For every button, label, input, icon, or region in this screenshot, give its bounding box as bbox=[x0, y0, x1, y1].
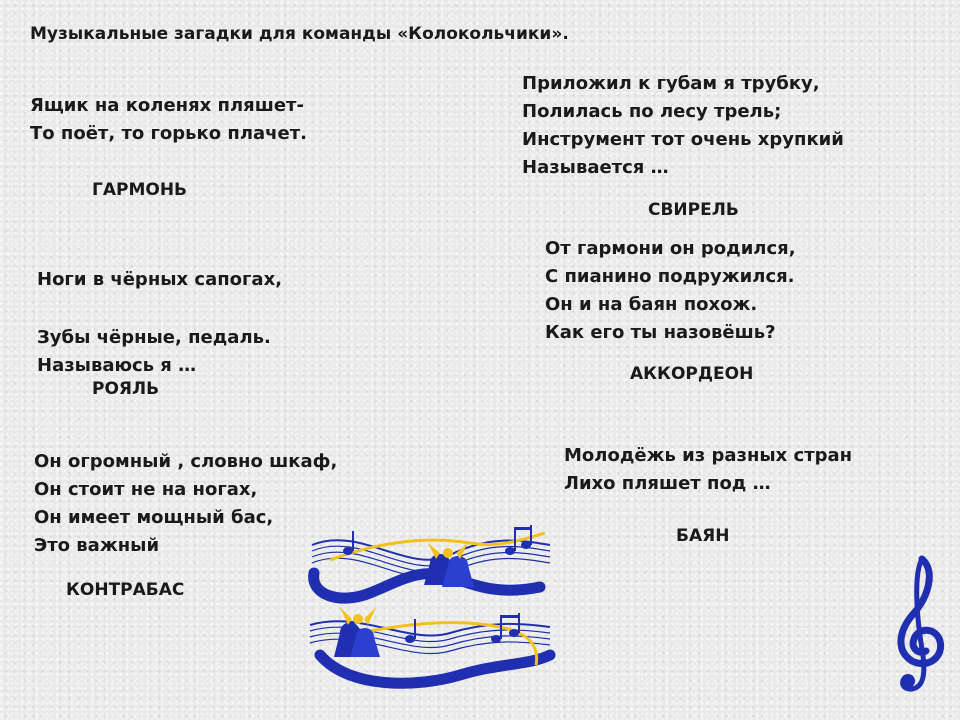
riddle-2-answer: СВИРЕЛЬ bbox=[648, 200, 739, 220]
riddle-2-line-2: Полилась по лесу трель; bbox=[522, 101, 782, 122]
riddle-3 bbox=[37, 266, 282, 294]
riddle-5 bbox=[34, 448, 337, 560]
riddle-4-answer: АККОРДЕОН bbox=[630, 364, 754, 384]
riddle-2-line-3: Инструмент тот очень хрупкий bbox=[522, 129, 844, 150]
treble-clef-icon bbox=[888, 553, 950, 698]
bells-ribbon-icon bbox=[300, 515, 562, 695]
riddle-1-line-2: То поёт, то горько плачет. bbox=[30, 123, 308, 144]
riddle-1 bbox=[30, 92, 307, 148]
riddle-3-answer: РОЯЛЬ bbox=[92, 379, 160, 399]
riddle-6-line-1: Молодёжь из разных стран bbox=[564, 445, 853, 466]
riddle-2 bbox=[522, 70, 844, 182]
riddle-5-line-3: Он имеет мощный бас, bbox=[34, 507, 274, 528]
riddle-4-line-2: С пианино подружился. bbox=[545, 266, 795, 287]
riddle-2-line-1: Приложил к губам я трубку, bbox=[522, 73, 820, 94]
riddle-4-line-3: Он и на баян похож. bbox=[545, 294, 758, 315]
page-title: Музыкальные загадки для команды «Колокольчики». bbox=[30, 24, 569, 44]
riddle-5-line-2: Он стоит не на ногах, bbox=[34, 479, 258, 500]
lower-ribbon bbox=[310, 607, 550, 683]
riddle-1-line-1: Ящик на коленях пляшет- bbox=[30, 95, 304, 116]
riddle-3-line-3: Называюсь я … bbox=[37, 355, 197, 376]
riddle-5-line-1: Он огромный , словно шкаф, bbox=[34, 451, 338, 472]
riddle-6-answer: БАЯН bbox=[676, 526, 730, 546]
riddle-4-line-4: Как его ты назовёшь? bbox=[545, 322, 776, 343]
riddle-5-answer: КОНТРАБАС bbox=[66, 580, 185, 600]
riddle-1-answer: ГАРМОНЬ bbox=[92, 180, 188, 200]
riddle-6 bbox=[564, 442, 852, 498]
upper-ribbon bbox=[312, 525, 550, 598]
riddle-3-line-2: Зубы чёрные, педаль. bbox=[37, 327, 271, 348]
riddle-4-line-1: От гармони он родился, bbox=[545, 238, 796, 259]
riddle-2-line-4: Называется … bbox=[522, 157, 669, 178]
riddle-3-line-1: Ноги в чёрных сапогах, bbox=[37, 269, 283, 290]
riddle-3-rest bbox=[37, 324, 271, 380]
riddle-4 bbox=[545, 235, 796, 347]
riddle-5-line-4: Это важный bbox=[34, 535, 160, 556]
riddle-6-line-2: Лихо пляшет под … bbox=[564, 473, 771, 494]
